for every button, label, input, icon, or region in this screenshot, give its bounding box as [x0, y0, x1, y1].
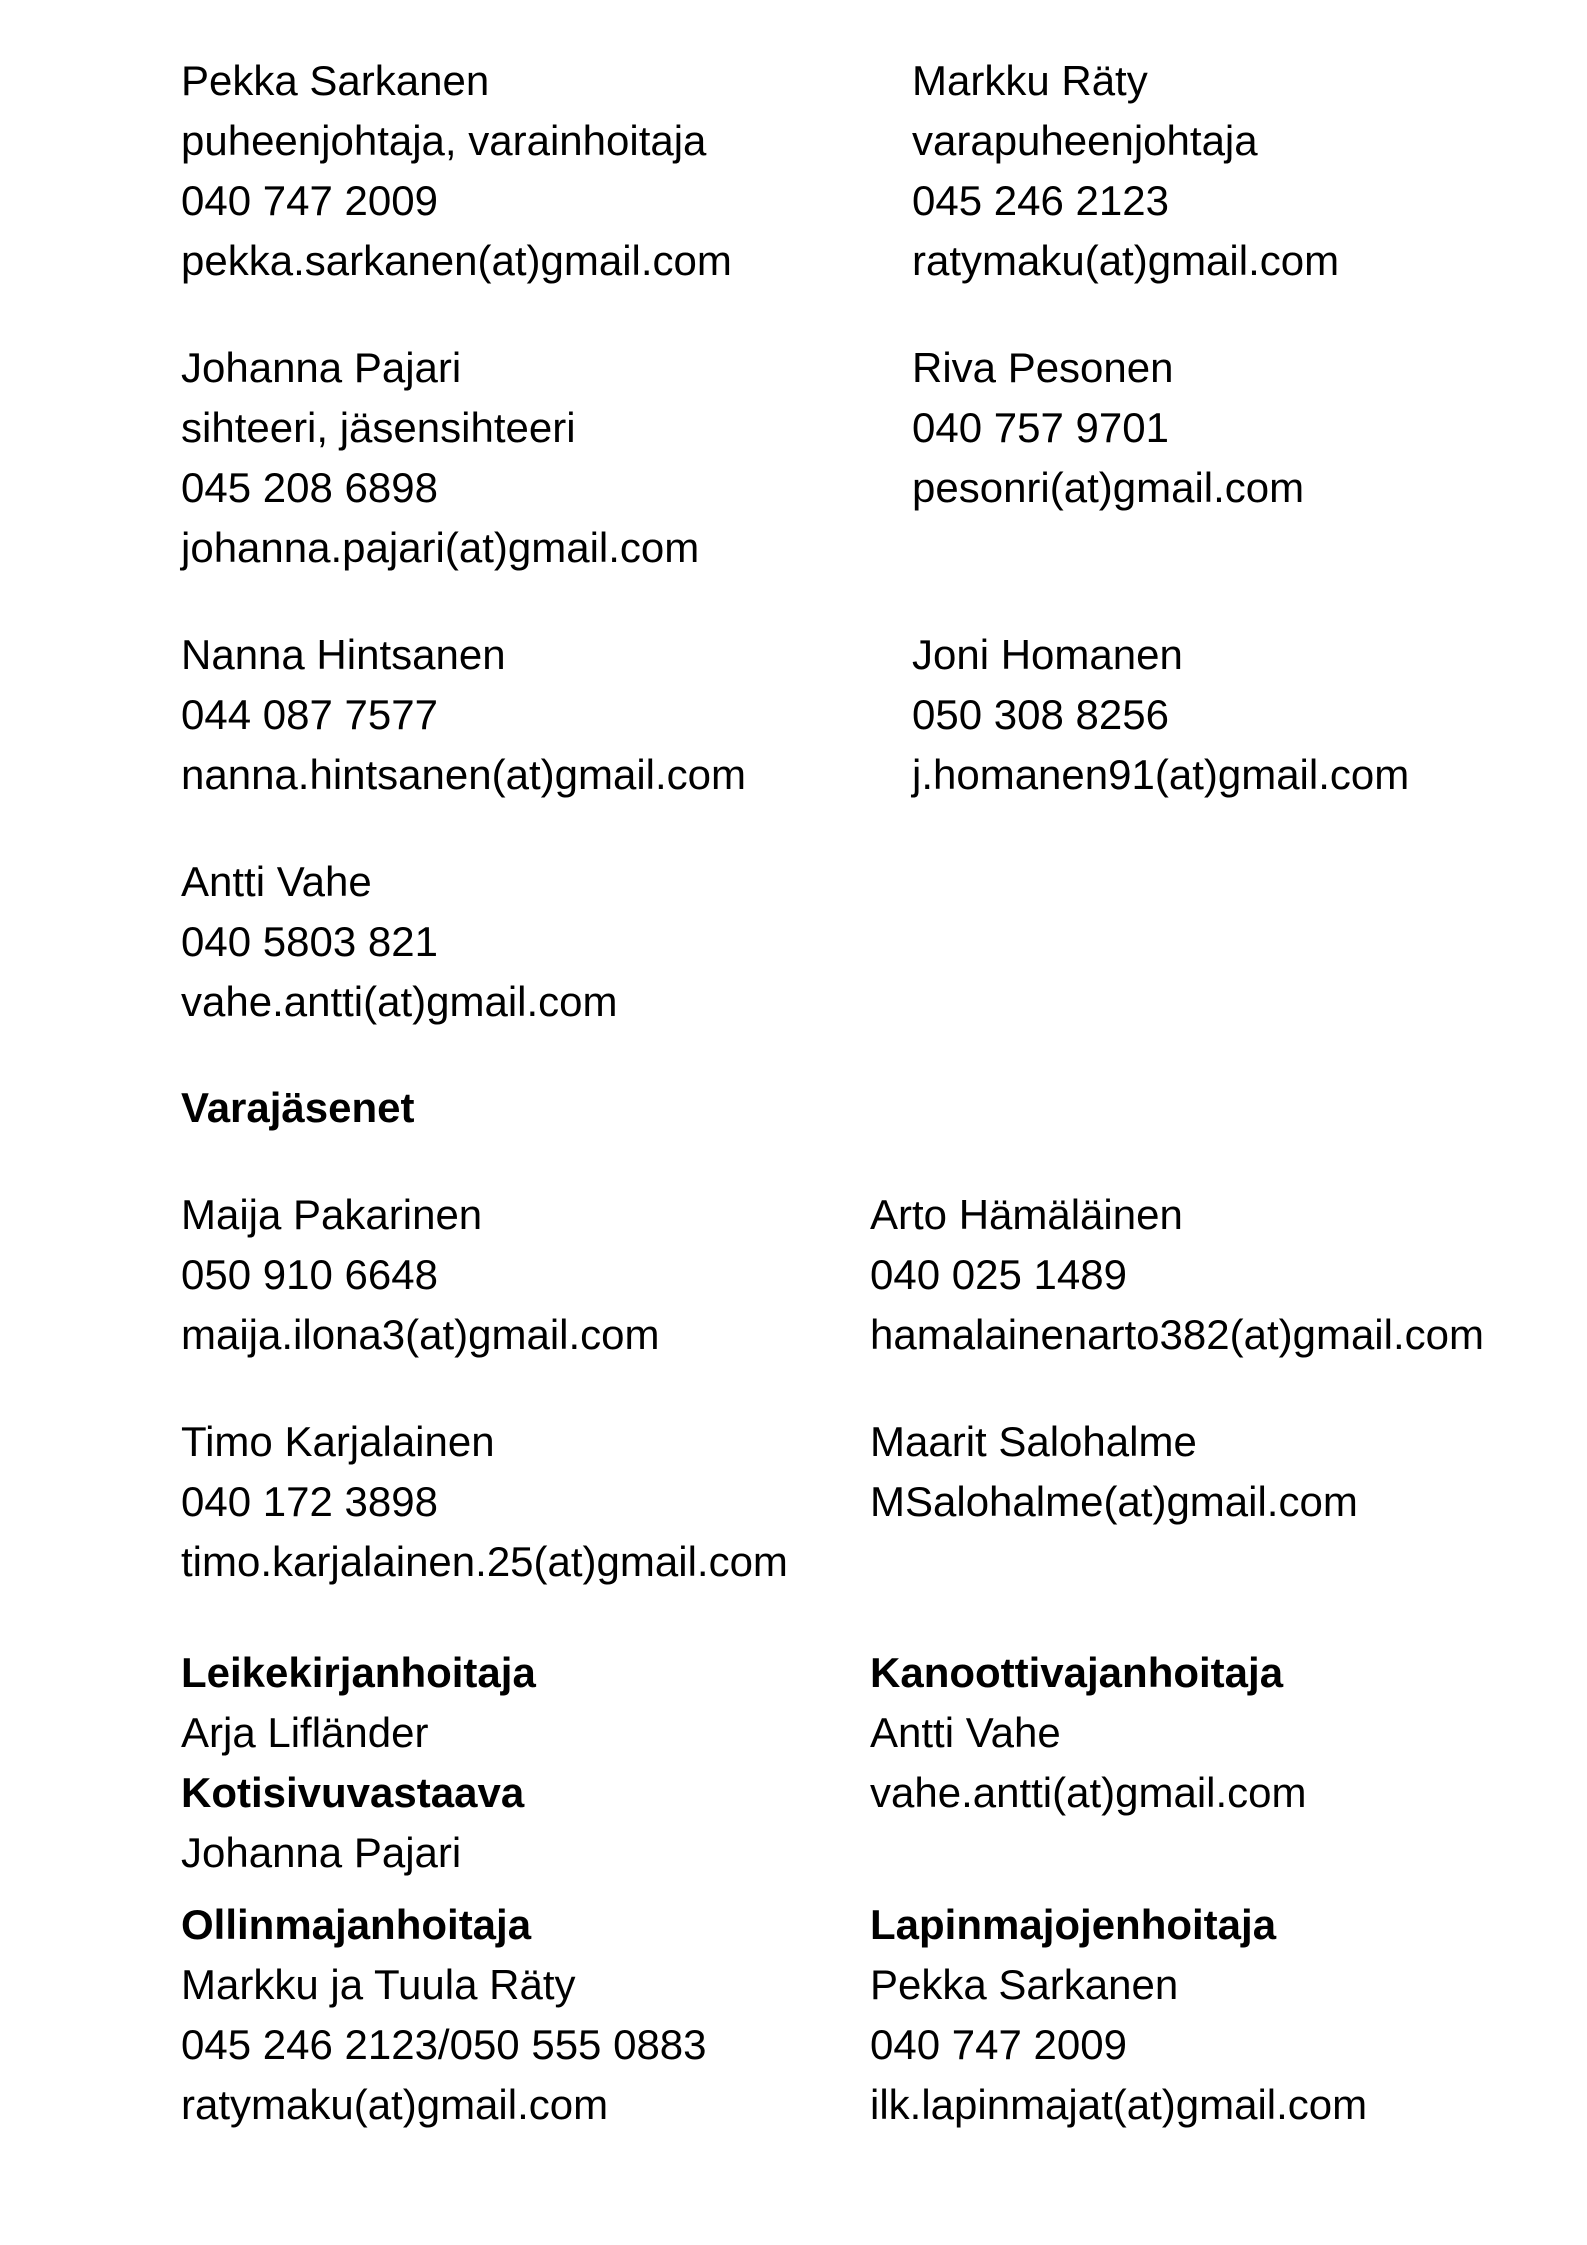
role-person-canoe: Antti Vahe [870, 1709, 1061, 1756]
role-title-website: Kotisivuvastaava [181, 1769, 525, 1816]
contact-card-nanna-hintsanen [181, 625, 746, 805]
contact-card-arto-hamalainen [870, 1185, 1484, 1365]
contact-email: hamalainenarto382(at)gmail.com [870, 1311, 1484, 1358]
contact-role: varapuheenjohtaja [912, 117, 1258, 164]
contact-phone: 045 246 2123 [912, 177, 1169, 224]
contact-name: Joni Homanen [912, 631, 1183, 678]
contact-name: Antti Vahe [181, 858, 372, 905]
contact-role: puheenjohtaja, varainhoitaja [181, 117, 707, 164]
role-email-ollinmaja: ratymaku(at)gmail.com [181, 2081, 609, 2128]
role-person-clipping: Arja Lifländer [181, 1709, 429, 1756]
contact-name: Arto Hämäläinen [870, 1191, 1183, 1238]
contact-name: Timo Karjalainen [181, 1418, 495, 1465]
contact-email: nanna.hintsanen(at)gmail.com [181, 751, 746, 798]
contact-phone: 040 747 2009 [181, 177, 438, 224]
role-phone-ollinmaja: 045 246 2123/050 555 0883 [181, 2021, 707, 2068]
contact-email: vahe.antti(at)gmail.com [181, 978, 618, 1025]
role-email-lapinmajat: ilk.lapinmajat(at)gmail.com [870, 2081, 1368, 2128]
contact-name: Markku Räty [912, 57, 1148, 104]
contact-name: Maarit Salohalme [870, 1418, 1197, 1465]
contact-card-joni-homanen [912, 625, 1409, 805]
contact-email: ratymaku(at)gmail.com [912, 237, 1340, 284]
role-block-ollinmaja [181, 1895, 707, 2135]
contact-phone: 050 308 8256 [912, 691, 1169, 738]
role-title-canoe: Kanoottivajanhoitaja [870, 1649, 1284, 1696]
contact-phone: 045 208 6898 [181, 464, 438, 511]
contact-card-johanna-pajari [181, 338, 699, 578]
role-phone-lapinmajat: 040 747 2009 [870, 2021, 1127, 2068]
role-block-lapinmajat [870, 1895, 1367, 2135]
contact-card-pekka-sarkanen [181, 51, 732, 291]
contact-email: timo.karjalainen.25(at)gmail.com [181, 1538, 788, 1585]
role-person-lapinmajat: Pekka Sarkanen [870, 1961, 1179, 2008]
deputies-heading: Varajäsenet [181, 1084, 415, 1131]
contact-phone: 050 910 6648 [181, 1251, 438, 1298]
contact-email: maija.ilona3(at)gmail.com [181, 1311, 660, 1358]
role-person-website: Johanna Pajari [181, 1829, 462, 1876]
role-block-canoe [870, 1643, 1307, 1823]
contact-card-markku-raty [912, 51, 1339, 291]
role-email-canoe: vahe.antti(at)gmail.com [870, 1769, 1307, 1816]
contact-name: Maija Pakarinen [181, 1191, 483, 1238]
contact-phone: 040 5803 821 [181, 918, 438, 965]
contact-email: pekka.sarkanen(at)gmail.com [181, 237, 732, 284]
contact-card-riva-pesonen [912, 338, 1304, 518]
contact-card-maija-pakarinen [181, 1185, 660, 1365]
contact-phone: 040 172 3898 [181, 1478, 438, 1525]
contact-name: Riva Pesonen [912, 344, 1174, 391]
role-title-clipping: Leikekirjanhoitaja [181, 1649, 536, 1696]
contact-phone: 044 087 7577 [181, 691, 438, 738]
role-title-ollinmaja: Ollinmajanhoitaja [181, 1901, 532, 1948]
contact-email: j.homanen91(at)gmail.com [912, 751, 1410, 798]
contact-name: Johanna Pajari [181, 344, 462, 391]
contact-email: MSalohalme(at)gmail.com [870, 1478, 1358, 1525]
contact-card-timo-karjalainen [181, 1412, 788, 1592]
contact-phone: 040 757 9701 [912, 404, 1169, 451]
role-block-clipping-website [181, 1643, 536, 1883]
contact-role: sihteeri, jäsensihteeri [181, 404, 576, 451]
contact-card-antti-vahe [181, 852, 618, 1032]
contact-name: Pekka Sarkanen [181, 57, 490, 104]
contact-phone: 040 025 1489 [870, 1251, 1127, 1298]
contact-card-maarit-salohalme [870, 1412, 1358, 1532]
contact-email: johanna.pajari(at)gmail.com [181, 524, 700, 571]
contact-name: Nanna Hintsanen [181, 631, 506, 678]
role-person-ollinmaja: Markku ja Tuula Räty [181, 1961, 576, 2008]
role-title-lapinmajat: Lapinmajojenhoitaja [870, 1901, 1277, 1948]
contact-email: pesonri(at)gmail.com [912, 464, 1305, 511]
